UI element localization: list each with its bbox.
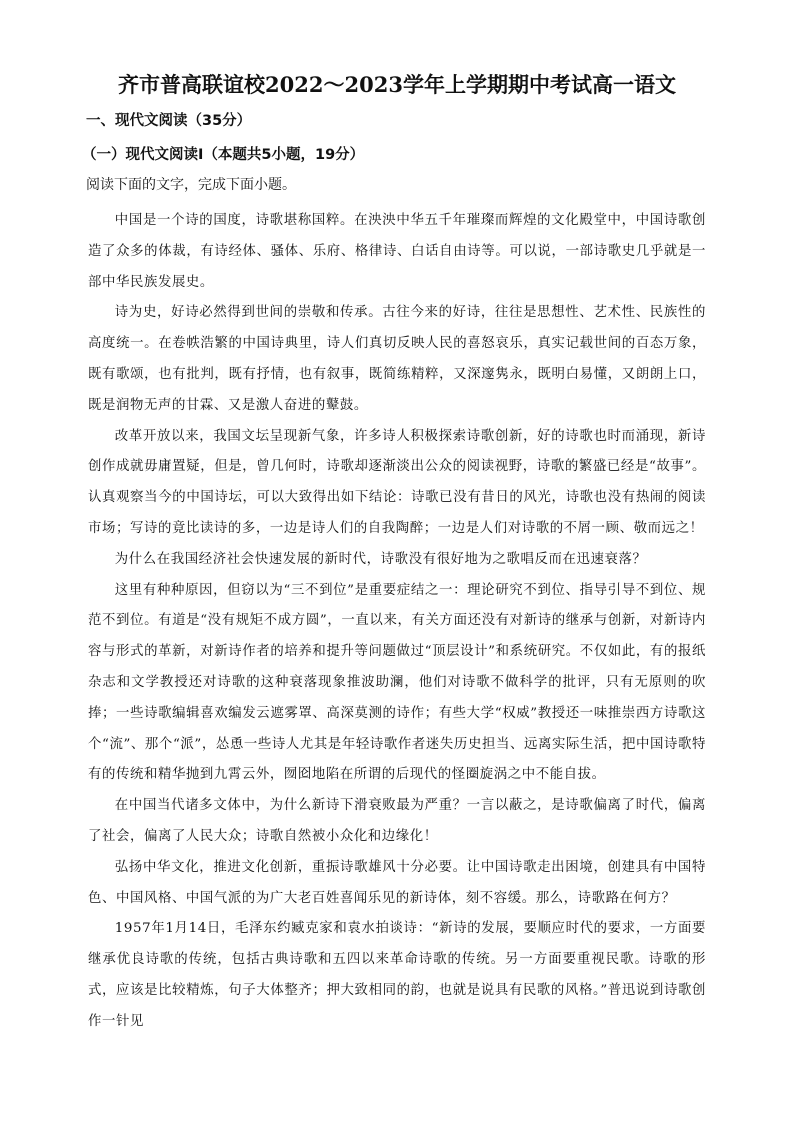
reading-instruction: 阅读下面的文字，完成下面小题。 (86, 177, 296, 193)
section-heading: 一、现代文阅读（35分） (86, 113, 252, 129)
paragraph-2: 诗为史，好诗必然得到世间的崇敬和传承。古往今来的好诗，往往是思想性、艺术性、民族性的高度统一。在卷帙浩繁的中国诗典里，诗人们真切反映人民的喜怒哀乐，真实记载世间的百态万象，既有歌颂，也有批判，既有抒情，也有叙事，既简练精粹，又深邃隽永，既明白易懂，又朗朗上口，既是润物无声的甘霖、又是激人奋进的鼙鼓。 (88, 305, 706, 413)
paragraph-1: 中国是一个诗的国度，诗歌堪称国粹。在泱泱中华五千年璀璨而辉煌的文化殿堂中，中国诗歌创造了众多的体裁，有诗经体、骚体、乐府、格律诗、白话自由诗等。可以说，一部诗歌史几乎就是一部中华民族发展史。 (88, 213, 706, 290)
paragraph-5: 这里有种种原因，但窃以为“三不到位”是重要症结之一：理论研究不到位、指导引导不到位、规范不到位。有道是“没有规矩不成方圆”，一直以来，有关方面还没有对新诗的继承与创新，对新诗内容与形式的革新，对新诗作者的培养和提升等问题做过“顶层设计”和系统研究。不仅如此，有的报纸杂志和文学教授还对诗歌的这种衰落现象推波助澜，他们对诗歌不做科学的批评，只有无原则的吹捧；一些诗歌编辑喜欢编发云遮雾罩、高深莫测的诗作；有些大学“权威”教授还一味推崇西方诗歌这个“流”、那个“派”，怂恿一些诗人尤其是年轻诗歌作者迷失历史担当、远离实际生活，把中国诗歌特有的传统和精华抛到九霄云外，囫囵地陷在所谓的后现代的怪圈旋涡之中不能自拔。 (88, 582, 706, 783)
paragraph-8: 1957年1月14日，毛泽东约臧克家和袁水拍谈诗：“新诗的发展，要顺应时代的要求，一方面要继承优良诗歌的传统，包括古典诗歌和五四以来革命诗歌的传统。另一方面要重视民歌。诗歌的形式，应该是比较精炼，句子大体整齐；押大致相同的韵，也就是说具有民歌的风格。”普迅说到诗歌创作一针见 (88, 921, 706, 1029)
paragraph-6: 在中国当代诸多文体中，为什么新诗下滑衰败最为严重？一言以蔽之，是诗歌偏离了时代，偏离了社会，偏离了人民大众；诗歌自然被小众化和边缘化！ (88, 798, 706, 844)
paragraph-4: 为什么在我国经济社会快速发展的新时代，诗歌没有很好地为之歌唱反而在迅速衰落？ (114, 551, 647, 567)
document-title: 齐市普高联谊校2022～2023学年上学期期中考试高一语文 (118, 72, 676, 97)
paragraph-7: 弘扬中华文化，推进文化创新，重振诗歌雄风十分必要。让中国诗歌走出困境，创建具有中国特色、中国风格、中国气派的为广大老百姓喜闻乐见的新诗体，刻不容缓。那么，诗歌路在何方？ (88, 859, 706, 906)
subsection-heading: （一）现代文阅读Ⅰ（本题共5小题，19分） (82, 147, 365, 163)
paragraph-3: 改革开放以来，我国文坛呈现新气象，许多诗人积极探索诗歌创新，好的诗歌也时而涌现，新诗创作成就毋庸置疑，但是，曾几何时，诗歌却逐渐淡出公众的阅读视野，诗歌的繁盛已经是“故事”。认真观察当今的中国诗坛，可以大致得出如下结论：诗歌已没有昔日的风光，诗歌也没有热闹的阅读市场；写诗的竟比读诗的多，一边是诗人们的自我陶醉；一边是人们对诗歌的不屑一顾、敬而远之！ (88, 428, 706, 536)
